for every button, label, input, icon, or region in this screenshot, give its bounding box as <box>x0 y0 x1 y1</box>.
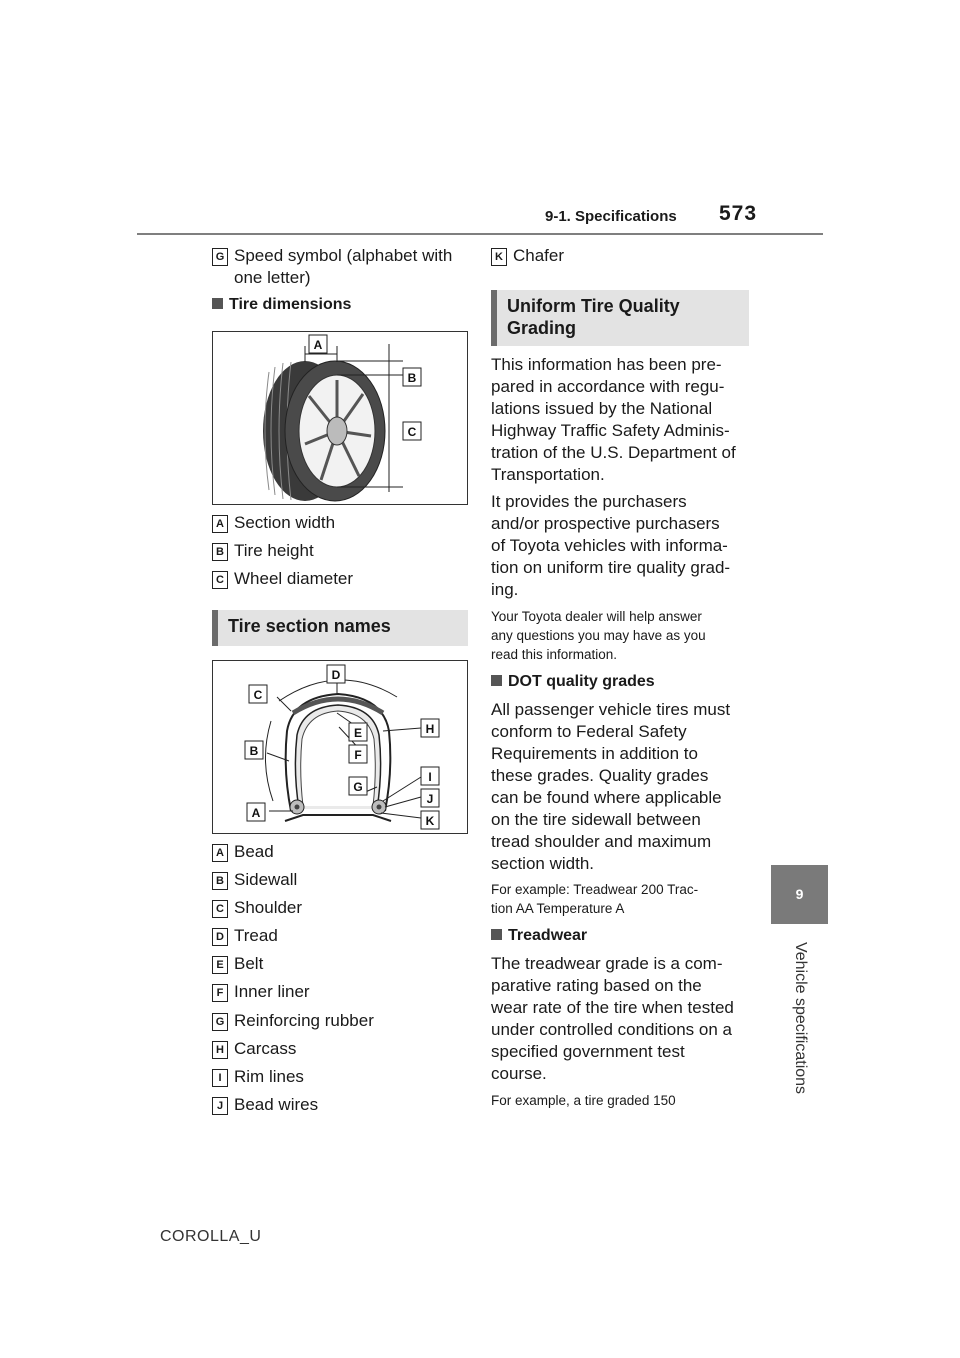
section-label-c: C <box>253 688 263 702</box>
section-label-i: I <box>428 770 432 784</box>
text-line: any questions you may have as you <box>491 628 706 643</box>
text-line: lations issued by the National <box>491 399 713 418</box>
chapter-tab[interactable]: 9 <box>771 865 828 924</box>
text-line: tion on uniform tire quality grad- <box>491 558 731 577</box>
document-id: COROLLA_U <box>160 1228 262 1245</box>
text-line: of Toyota vehicles with informa- <box>491 536 728 555</box>
utqg-paragraph-1 <box>491 354 736 486</box>
legend-item <box>212 953 263 975</box>
legend-badge: K <box>491 248 507 266</box>
legend-badge: H <box>212 1041 228 1059</box>
tire-dimensions-figure <box>212 331 468 505</box>
legend-text: Reinforcing rubber <box>234 1011 374 1030</box>
section-label-h: H <box>425 722 435 736</box>
legend-text: Section width <box>234 513 336 532</box>
text-line: section width. <box>491 854 594 873</box>
bead-wire-left <box>295 805 300 810</box>
section-label-b: B <box>249 744 259 758</box>
text-line: tration of the U.S. Department of <box>491 443 736 462</box>
section-label-d: D <box>331 668 341 682</box>
subheading-text: Tire dimensions <box>229 296 352 313</box>
text-line: course. <box>491 1064 547 1083</box>
subheading-treadwear <box>491 927 587 945</box>
text-line: tread shoulder and maximum <box>491 832 712 851</box>
section-heading-line: Uniform Tire Quality <box>507 296 680 316</box>
legend-badge: A <box>212 844 228 862</box>
legend-badge: F <box>212 984 228 1002</box>
text-line: on the tire sidewall between <box>491 810 701 829</box>
square-bullet-icon <box>212 298 223 309</box>
section-heading-line: Grading <box>507 318 577 338</box>
text-line: these grades. Quality grades <box>491 766 709 785</box>
legend-badge: B <box>212 543 228 561</box>
header-divider <box>137 233 823 235</box>
treadwear-note <box>491 1091 676 1110</box>
legend-item <box>212 540 314 562</box>
text-line: For example: Treadwear 200 Trac- <box>491 882 699 897</box>
text-line: Requirements in addition to <box>491 744 698 763</box>
legend-badge: D <box>212 928 228 946</box>
legend-text: Tread <box>234 926 278 945</box>
text-line: parative rating based on the <box>491 976 702 995</box>
text-line: specified government test <box>491 1042 685 1061</box>
legend-text: Bead wires <box>234 1095 319 1114</box>
legend-text: Bead <box>234 842 274 861</box>
legend-item <box>212 1066 304 1088</box>
legend-text: Inner liner <box>234 982 310 1001</box>
section-heading-utqg <box>491 290 749 346</box>
text-line: can be found where applicable <box>491 788 722 807</box>
square-bullet-icon <box>491 929 502 940</box>
section-label-a: A <box>251 806 261 820</box>
text-line: This information has been pre- <box>491 355 722 374</box>
legend-text: Chafer <box>513 246 565 265</box>
figure-label-b: B <box>407 371 417 385</box>
legend-item-chafer <box>491 245 564 267</box>
subheading-text: Treadwear <box>508 927 588 944</box>
utqg-note <box>491 607 706 664</box>
legend-text: Belt <box>234 954 264 973</box>
legend-text: Rim lines <box>234 1067 304 1086</box>
text-line: Your Toyota dealer will help answer <box>491 609 702 624</box>
figure-label-a: A <box>313 338 323 352</box>
section-title: 9-1. Specifications <box>545 208 677 225</box>
legend-text <box>234 245 452 289</box>
text-line: conform to Federal Safety <box>491 722 687 741</box>
legend-badge: G <box>212 1013 228 1031</box>
text-line: Transportation. <box>491 465 605 484</box>
text-line: It provides the purchasers <box>491 492 687 511</box>
legend-item <box>212 897 302 919</box>
legend-badge: C <box>212 571 228 589</box>
legend-text: Shoulder <box>234 898 303 917</box>
section-label-k: K <box>425 814 435 828</box>
legend-item-speed-symbol <box>212 245 452 289</box>
legend-item <box>212 1038 296 1060</box>
rim-outline <box>285 815 391 821</box>
square-bullet-icon <box>491 675 502 686</box>
legend-item <box>212 512 335 534</box>
legend-badge: C <box>212 900 228 918</box>
subheading-text: DOT quality grades <box>508 673 655 690</box>
legend-text-line: one letter) <box>234 268 311 287</box>
tire-dimensions-illustration <box>213 332 467 504</box>
text-line: Highway Traffic Safety Adminis- <box>491 421 730 440</box>
section-label-e: E <box>353 726 363 740</box>
text-line: and/or prospective purchasers <box>491 514 720 533</box>
utqg-paragraph-2 <box>491 491 730 601</box>
legend-item <box>212 925 278 947</box>
legend-badge: I <box>212 1069 228 1087</box>
text-line: read this information. <box>491 647 618 662</box>
tire-section-figure <box>212 660 468 834</box>
legend-badge: G <box>212 248 228 266</box>
legend-item <box>212 568 353 590</box>
legend-item <box>212 1010 374 1032</box>
subheading-tire-dimensions <box>212 296 351 314</box>
text-line: The treadwear grade is a com- <box>491 954 723 973</box>
legend-badge: A <box>212 515 228 533</box>
tire-section-illustration <box>213 661 467 833</box>
legend-text: Sidewall <box>234 870 298 889</box>
dot-paragraph <box>491 699 730 875</box>
text-line: under controlled conditions on a <box>491 1020 732 1039</box>
text-line: pared in accordance with regu- <box>491 377 725 396</box>
section-label-j: J <box>426 792 434 806</box>
legend-text: Carcass <box>234 1039 297 1058</box>
legend-item <box>212 841 274 863</box>
chapter-tab-label-text: Vehicle specifications <box>792 941 809 1095</box>
wheel-hub <box>327 417 347 445</box>
text-line: All passenger vehicle tires must <box>491 700 731 719</box>
dot-note <box>491 880 698 918</box>
section-label-f: F <box>354 748 362 762</box>
section-heading-tire-section-names: Tire section names <box>212 610 468 646</box>
legend-badge: E <box>212 956 228 974</box>
legend-item <box>212 1094 318 1116</box>
legend-text: Tire height <box>234 541 314 560</box>
treadwear-paragraph <box>491 953 734 1085</box>
figure-label-c: C <box>407 425 417 439</box>
text-line: For example, a tire graded 150 <box>491 1093 676 1108</box>
legend-badge: J <box>212 1097 228 1115</box>
legend-text: Wheel diameter <box>234 569 354 588</box>
page-number: 573 <box>719 202 758 225</box>
section-label-g: G <box>353 780 363 794</box>
legend-text-line: Speed symbol (alphabet with <box>234 246 453 265</box>
chapter-tab-label <box>757 940 843 1096</box>
legend-item <box>212 981 310 1003</box>
bead-wire-right <box>377 805 382 810</box>
subheading-dot-quality-grades <box>491 673 655 691</box>
text-line: tion AA Temperature A <box>491 901 625 916</box>
legend-item <box>212 869 297 891</box>
text-line: wear rate of the tire when tested <box>491 998 734 1017</box>
text-line: ing. <box>491 580 519 599</box>
legend-badge: B <box>212 872 228 890</box>
